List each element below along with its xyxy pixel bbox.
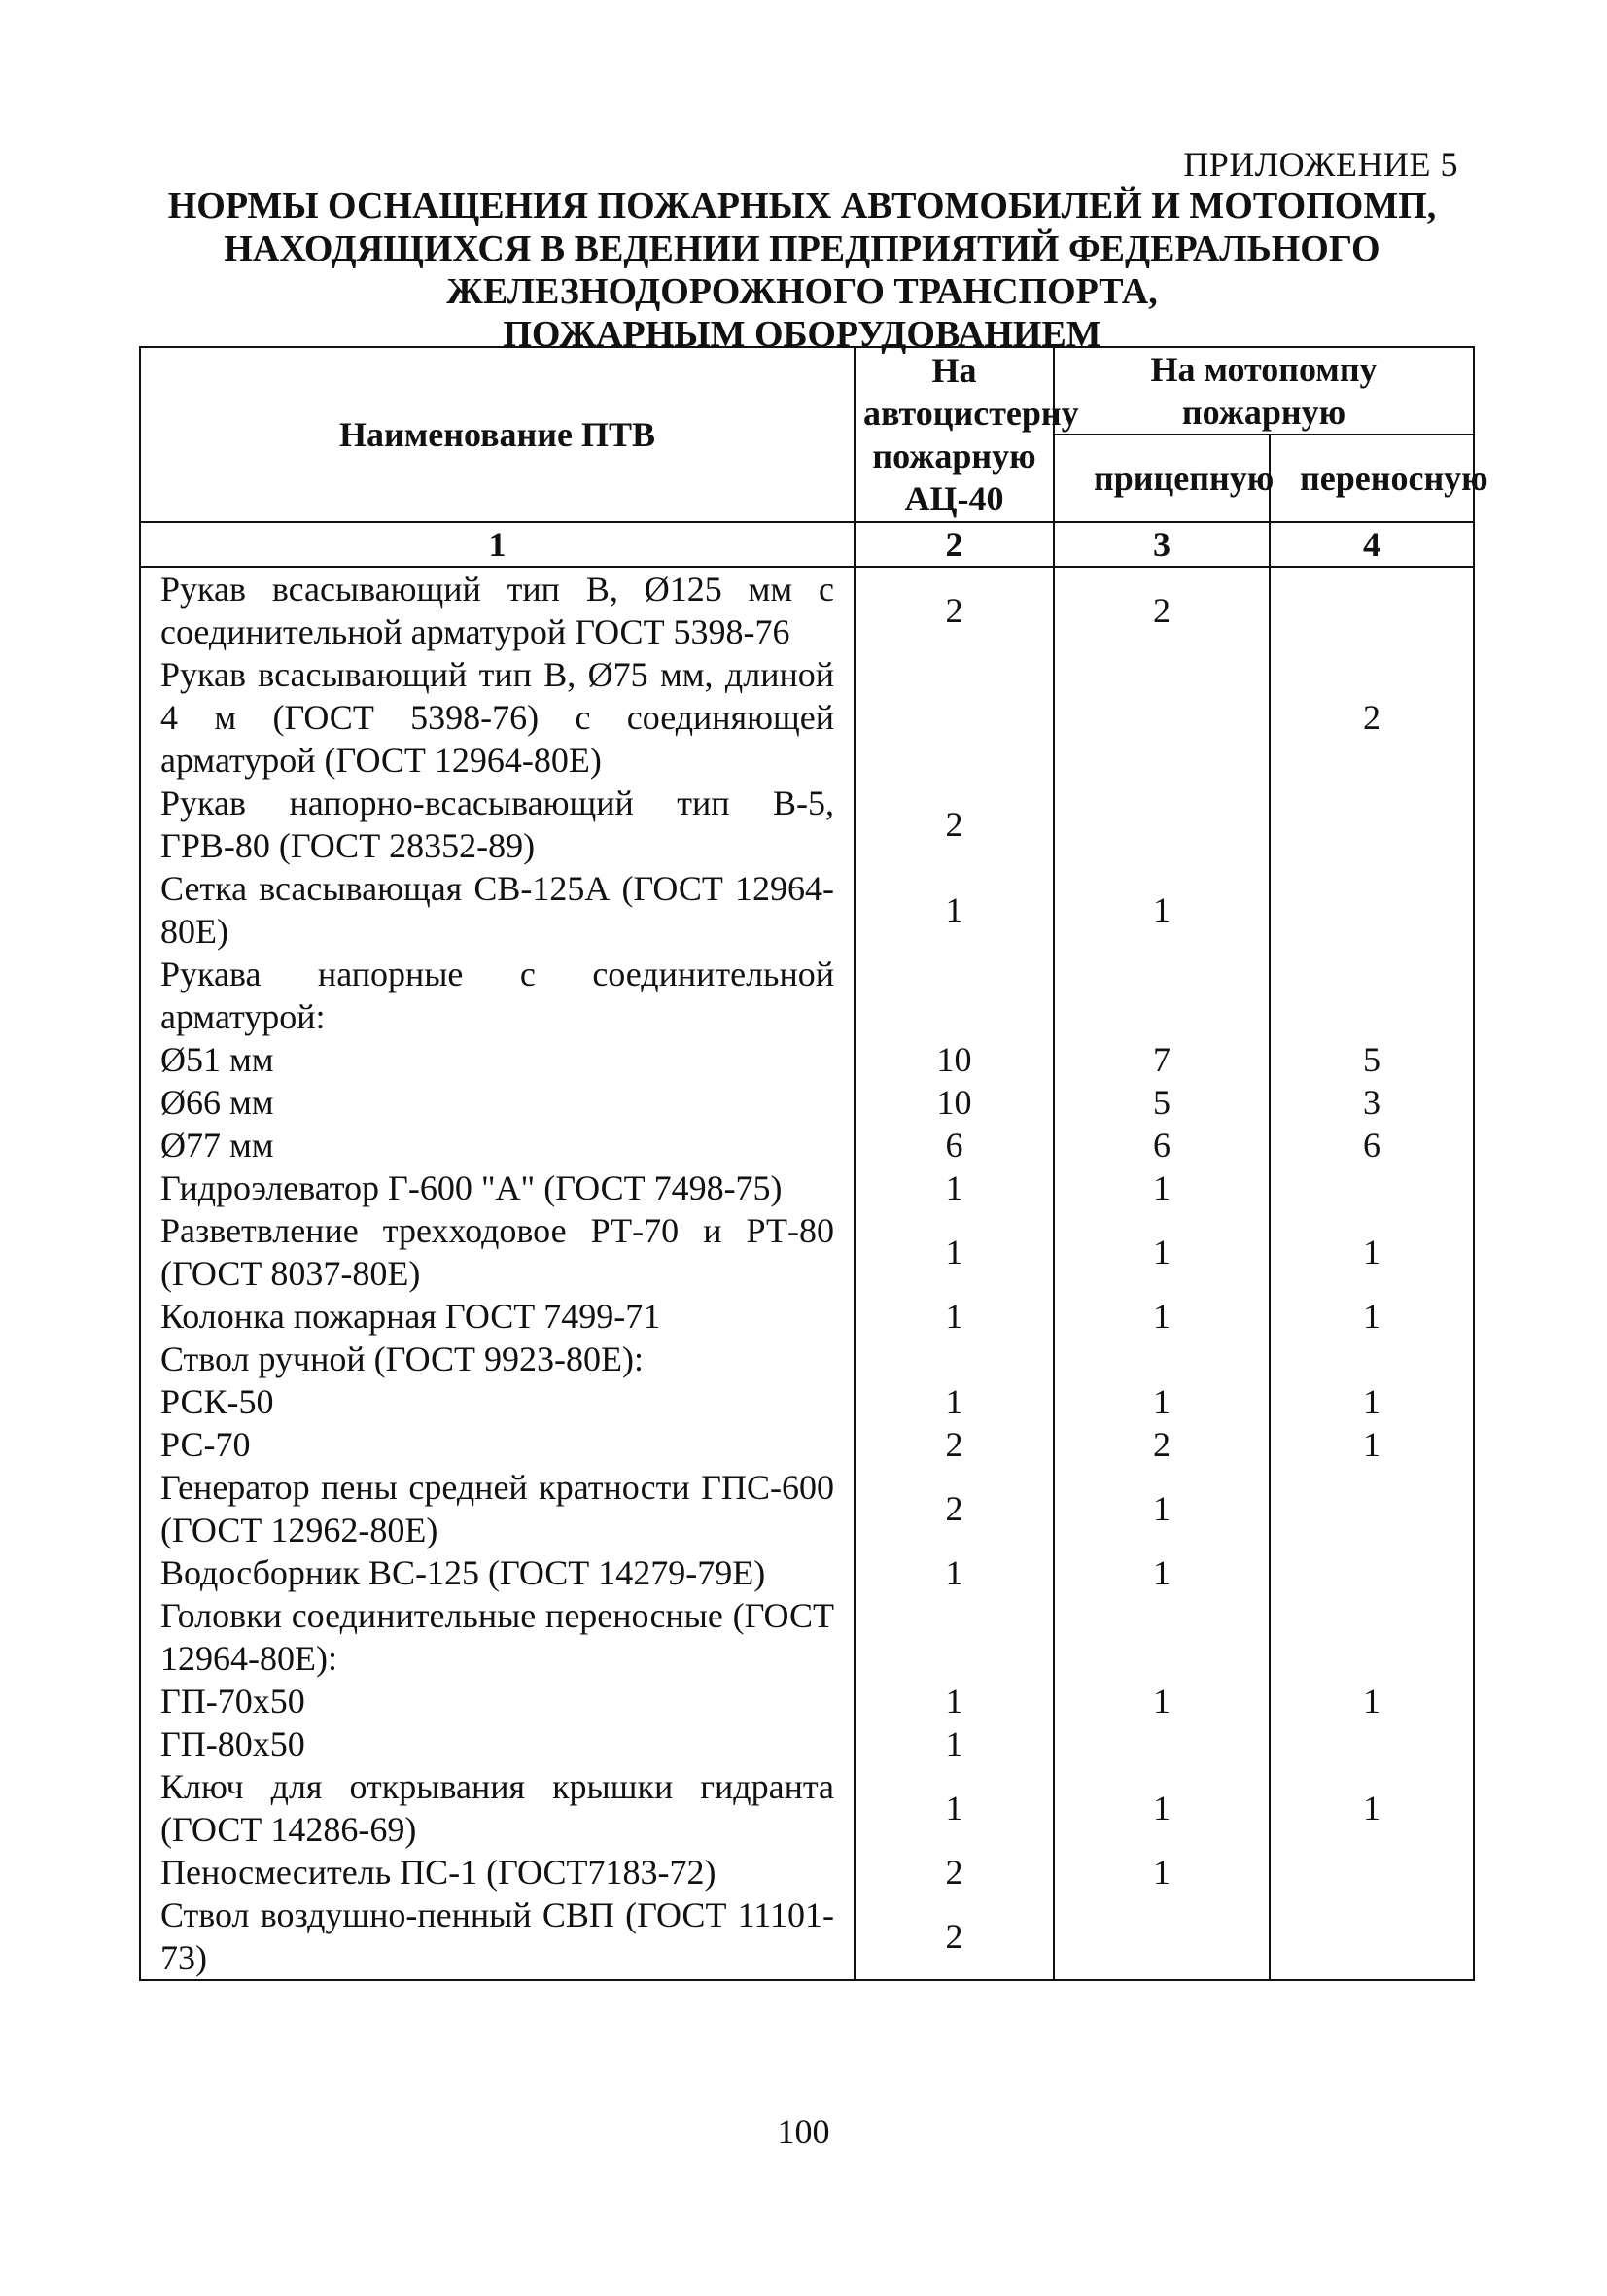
item-name-cell: Ø51 мм [140,1038,855,1081]
item-name-cell: Головки соединительные переносные (ГОСТ 12964-80Е): [140,1594,855,1680]
trailer-qty-cell: 2 [1054,567,1270,653]
item-name-cell: Ствол ручной (ГОСТ 9923-80Е): [140,1338,855,1380]
column-number: 2 [855,522,1054,567]
trailer-qty-cell: 1 [1054,1765,1270,1851]
item-name-cell: ГП-80х50 [140,1722,855,1765]
trailer-qty-cell [1054,1722,1270,1765]
tanker-qty-cell: 1 [855,1765,1054,1851]
tanker-qty-cell: 2 [855,567,1054,653]
trailer-qty-cell: 1 [1054,1680,1270,1722]
table-row [140,1338,1474,1380]
trailer-qty-cell: 1 [1054,1851,1270,1894]
trailer-qty-cell: 1 [1054,1295,1270,1338]
table-row [140,1038,1474,1081]
item-name-cell: Ключ для открывания крышки гидранта (ГОСТ 14286-69) [140,1765,855,1851]
portable-qty-cell: 1 [1270,1295,1474,1338]
header-tanker: На автоцистерну пожарную АЦ-40 [855,347,1054,522]
portable-qty-cell: 2 [1270,653,1474,782]
portable-qty-cell [1270,1551,1474,1594]
tanker-qty-cell: 1 [855,1295,1054,1338]
tanker-qty-cell: 1 [855,1166,1054,1209]
page-number: 100 [777,2112,830,2151]
portable-qty-cell [1270,1466,1474,1551]
table-row [140,567,1474,653]
tanker-qty-cell: 1 [855,1722,1054,1765]
header-motopump: На мотопомпу пожарную [1054,347,1474,435]
portable-qty-cell: 1 [1270,1680,1474,1722]
table-row [140,1466,1474,1551]
trailer-qty-cell: 1 [1054,867,1270,953]
portable-qty-cell [1270,567,1474,653]
tanker-qty-cell: 1 [855,1551,1054,1594]
appendix-label: ПРИЛОЖЕНИЕ 5 [1183,145,1458,184]
tanker-qty-cell [855,1594,1054,1680]
trailer-qty-cell: 2 [1054,1423,1270,1466]
column-number: 1 [140,522,855,567]
trailer-qty-cell: 6 [1054,1124,1270,1166]
portable-qty-cell: 3 [1270,1081,1474,1124]
item-name-cell: Ø66 мм [140,1081,855,1124]
portable-qty-cell [1270,1894,1474,1980]
tanker-qty-cell: 2 [855,1466,1054,1551]
portable-qty-cell: 1 [1270,1380,1474,1423]
portable-qty-cell [1270,1722,1474,1765]
item-name-cell: РС-70 [140,1423,855,1466]
table-row [140,1209,1474,1295]
tanker-qty-cell: 1 [855,1680,1054,1722]
item-name-cell: Водосборник ВС-125 (ГОСТ 14279-79Е) [140,1551,855,1594]
column-number: 4 [1270,522,1474,567]
column-number: 3 [1054,522,1270,567]
portable-qty-cell: 6 [1270,1124,1474,1166]
table-row [140,1081,1474,1124]
trailer-qty-cell: 1 [1054,1551,1270,1594]
trailer-qty-cell [1054,953,1270,1038]
item-name-cell: Сетка всасывающая СВ-125А (ГОСТ 12964-80Е) [140,867,855,953]
item-name-cell: РСК-50 [140,1380,855,1423]
table-row [140,1551,1474,1594]
table-row [140,1680,1474,1722]
trailer-qty-cell: 7 [1054,1038,1270,1081]
equipment-norms-table [139,346,1488,1981]
trailer-qty-cell: 1 [1054,1380,1270,1423]
portable-qty-cell [1270,867,1474,953]
tanker-qty-cell: 2 [855,1851,1054,1894]
table-row [140,1894,1474,1980]
tanker-qty-cell [855,1338,1054,1380]
portable-qty-cell [1270,1166,1474,1209]
trailer-qty-cell [1054,1338,1270,1380]
tanker-qty-cell: 2 [855,1423,1054,1466]
tanker-qty-cell: 1 [855,1209,1054,1295]
trailer-qty-cell: 5 [1054,1081,1270,1124]
trailer-qty-cell: 1 [1054,1209,1270,1295]
portable-qty-cell [1270,1851,1474,1894]
item-name-cell: Рукава напорные с соединительной арматурой: [140,953,855,1038]
item-name-cell: Ствол воздушно-пенный СВП (ГОСТ 11101-73) [140,1894,855,1980]
tanker-qty-cell: 1 [855,1380,1054,1423]
trailer-qty-cell [1054,653,1270,782]
tanker-qty-cell [855,653,1054,782]
table-row [140,1851,1474,1894]
portable-qty-cell: 1 [1270,1765,1474,1851]
item-name-cell: Ø77 мм [140,1124,855,1166]
trailer-qty-cell [1054,1594,1270,1680]
tanker-qty-cell: 2 [855,782,1054,867]
item-name-cell: Гидроэлеватор Г-600 "А" (ГОСТ 7498-75) [140,1166,855,1209]
item-name-cell: Рукав всасывающий тип В, Ø125 мм с соединительной арматурой ГОСТ 5398-76 [140,567,855,653]
title-line: НОРМЫ ОСНАЩЕНИЯ ПОЖАРНЫХ АВТОМОБИЛЕЙ И МОТОПОМП, [167,186,1437,226]
trailer-qty-cell: 1 [1054,1466,1270,1551]
table-row [140,1594,1474,1680]
header-name: Наименование ПТВ [140,347,855,522]
trailer-qty-cell [1054,1894,1270,1980]
table-row [140,953,1474,1038]
item-name-cell: Рукав напорно-всасывающий тип В-5, ГРВ-80 (ГОСТ 28352-89) [140,782,855,867]
portable-qty-cell [1270,953,1474,1038]
tanker-qty-cell: 1 [855,867,1054,953]
table-row [140,867,1474,953]
tanker-qty-cell: 6 [855,1124,1054,1166]
portable-qty-cell [1270,1338,1474,1380]
tanker-qty-cell: 2 [855,1894,1054,1980]
document-title [136,185,1468,356]
tanker-qty-cell: 10 [855,1081,1054,1124]
table-row [140,1423,1474,1466]
portable-qty-cell [1270,1594,1474,1680]
title-line: НАХОДЯЩИХСЯ В ВЕДЕНИИ ПРЕДПРИЯТИЙ ФЕДЕРАЛЬНОГО [224,228,1380,269]
item-name-cell: Колонка пожарная ГОСТ 7499-71 [140,1295,855,1338]
title-line: ПОЖАРНЫМ ОБОРУДОВАНИЕМ [503,314,1101,355]
header-portable: переносную [1270,435,1474,522]
table-row [140,1295,1474,1338]
title-line: ЖЕЛЕЗНОДОРОЖНОГО ТРАНСПОРТА, [446,271,1158,312]
item-name-cell: Разветвление трехходовое РТ-70 и РТ-80 (ГОСТ 8037-80Е) [140,1209,855,1295]
portable-qty-cell: 5 [1270,1038,1474,1081]
trailer-qty-cell [1054,782,1270,867]
item-name-cell: ГП-70х50 [140,1680,855,1722]
trailer-qty-cell: 1 [1054,1166,1270,1209]
table-row [140,782,1474,867]
item-name-cell: Пеносмеситель ПС-1 (ГОСТ7183-72) [140,1851,855,1894]
tanker-qty-cell: 10 [855,1038,1054,1081]
portable-qty-cell [1270,782,1474,867]
table-row [140,1124,1474,1166]
item-name-cell: Рукав всасывающий тип В, Ø75 мм, длиной 4 м (ГОСТ 5398-76) с соединяющей арматурой (ГОСТ 12964-80Е) [140,653,855,782]
table-row [140,1380,1474,1423]
table-row [140,1765,1474,1851]
table-row [140,1166,1474,1209]
item-name-cell: Генератор пены средней кратности ГПС-600 (ГОСТ 12962-80Е) [140,1466,855,1551]
portable-qty-cell: 1 [1270,1209,1474,1295]
table-row [140,653,1474,782]
header-trailer: прицепную [1054,435,1270,522]
table-row [140,1722,1474,1765]
portable-qty-cell: 1 [1270,1423,1474,1466]
tanker-qty-cell [855,953,1054,1038]
